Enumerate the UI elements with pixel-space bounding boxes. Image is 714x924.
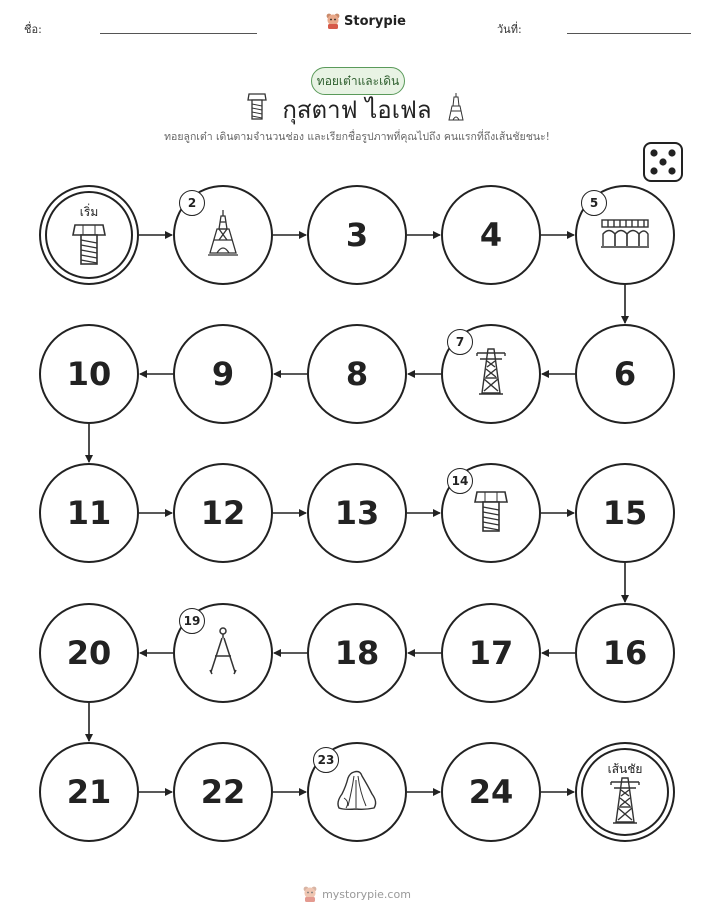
- bolt-icon: [71, 221, 107, 271]
- footer: [0, 886, 714, 902]
- name-label: ชื่อ:: [24, 23, 42, 36]
- board-cell-3: [307, 185, 407, 285]
- cell-number: 8: [345, 355, 369, 393]
- instructions: ทอยลูกเต๋า เดินตามจำนวนช่อง และเรียกชื่อรูปภาพที่คุณไปถึง คนแรกที่ถึงเส้นชัยชนะ!: [164, 131, 550, 143]
- board-cell-12: [173, 463, 273, 563]
- cell-number: 21: [66, 773, 112, 811]
- board-cell-21: [39, 742, 139, 842]
- board-cell-9: [173, 324, 273, 424]
- cell-number-badge: 23: [313, 747, 339, 773]
- page-title: กุสตาฟ ไอเฟล: [282, 96, 432, 124]
- cell-number: 18: [334, 634, 380, 672]
- cell-number-badge: 2: [179, 190, 205, 216]
- board-cell-13: [307, 463, 407, 563]
- eiffel-tower-icon: [205, 209, 241, 261]
- cell-number: 22: [200, 773, 246, 811]
- arched-bridge-icon: [600, 216, 650, 254]
- cell-number: 11: [66, 494, 112, 532]
- board-cell-11: [39, 463, 139, 563]
- board-cell-24: [441, 742, 541, 842]
- cell-number-badge: 5: [581, 190, 607, 216]
- pylon-tower-icon: [605, 776, 645, 830]
- brand-name: Storypie: [344, 13, 406, 29]
- board-cell-25: [575, 742, 675, 842]
- board-cell-6: [575, 324, 675, 424]
- cell-number: 17: [468, 634, 514, 672]
- date-label: วันที่:: [497, 23, 522, 36]
- cell-number-badge: 7: [447, 329, 473, 355]
- board-cell-15: [575, 463, 675, 563]
- cell-number: 12: [200, 494, 246, 532]
- cell-number: 20: [66, 634, 112, 672]
- cell-number: 15: [602, 494, 648, 532]
- cell-number: 9: [211, 355, 235, 393]
- board-cell-22: [173, 742, 273, 842]
- footer-mascot-icon: [303, 886, 317, 902]
- game-badge: ทอยเต๋าและเดิน: [311, 67, 405, 95]
- board-cell-1: [39, 185, 139, 285]
- cell-number: 3: [345, 216, 369, 254]
- cell-number: 13: [334, 494, 380, 532]
- cell-number-badge: 14: [447, 468, 473, 494]
- finish-label: เส้นชัย: [607, 762, 643, 776]
- pylon-tower-icon: [471, 347, 511, 401]
- drawing-compass-icon: [205, 626, 241, 680]
- footer-site[interactable]: mystorypie.com: [322, 887, 411, 901]
- draped-cloth-icon: [334, 768, 380, 816]
- cell-number: 24: [468, 773, 514, 811]
- bolt-icon: [473, 488, 509, 538]
- board-cell-8: [307, 324, 407, 424]
- board-cell-20: [39, 603, 139, 703]
- start-label: เริ่ม: [79, 205, 99, 219]
- board-cell-4: [441, 185, 541, 285]
- cell-number: 16: [602, 634, 648, 672]
- cell-number: 6: [613, 355, 637, 393]
- board-cell-10: [39, 324, 139, 424]
- cell-number: 10: [66, 355, 112, 393]
- board-cell-18: [307, 603, 407, 703]
- cell-number: 4: [479, 216, 503, 254]
- board-cell-17: [441, 603, 541, 703]
- cell-number-badge: 19: [179, 608, 205, 634]
- board-cell-16: [575, 603, 675, 703]
